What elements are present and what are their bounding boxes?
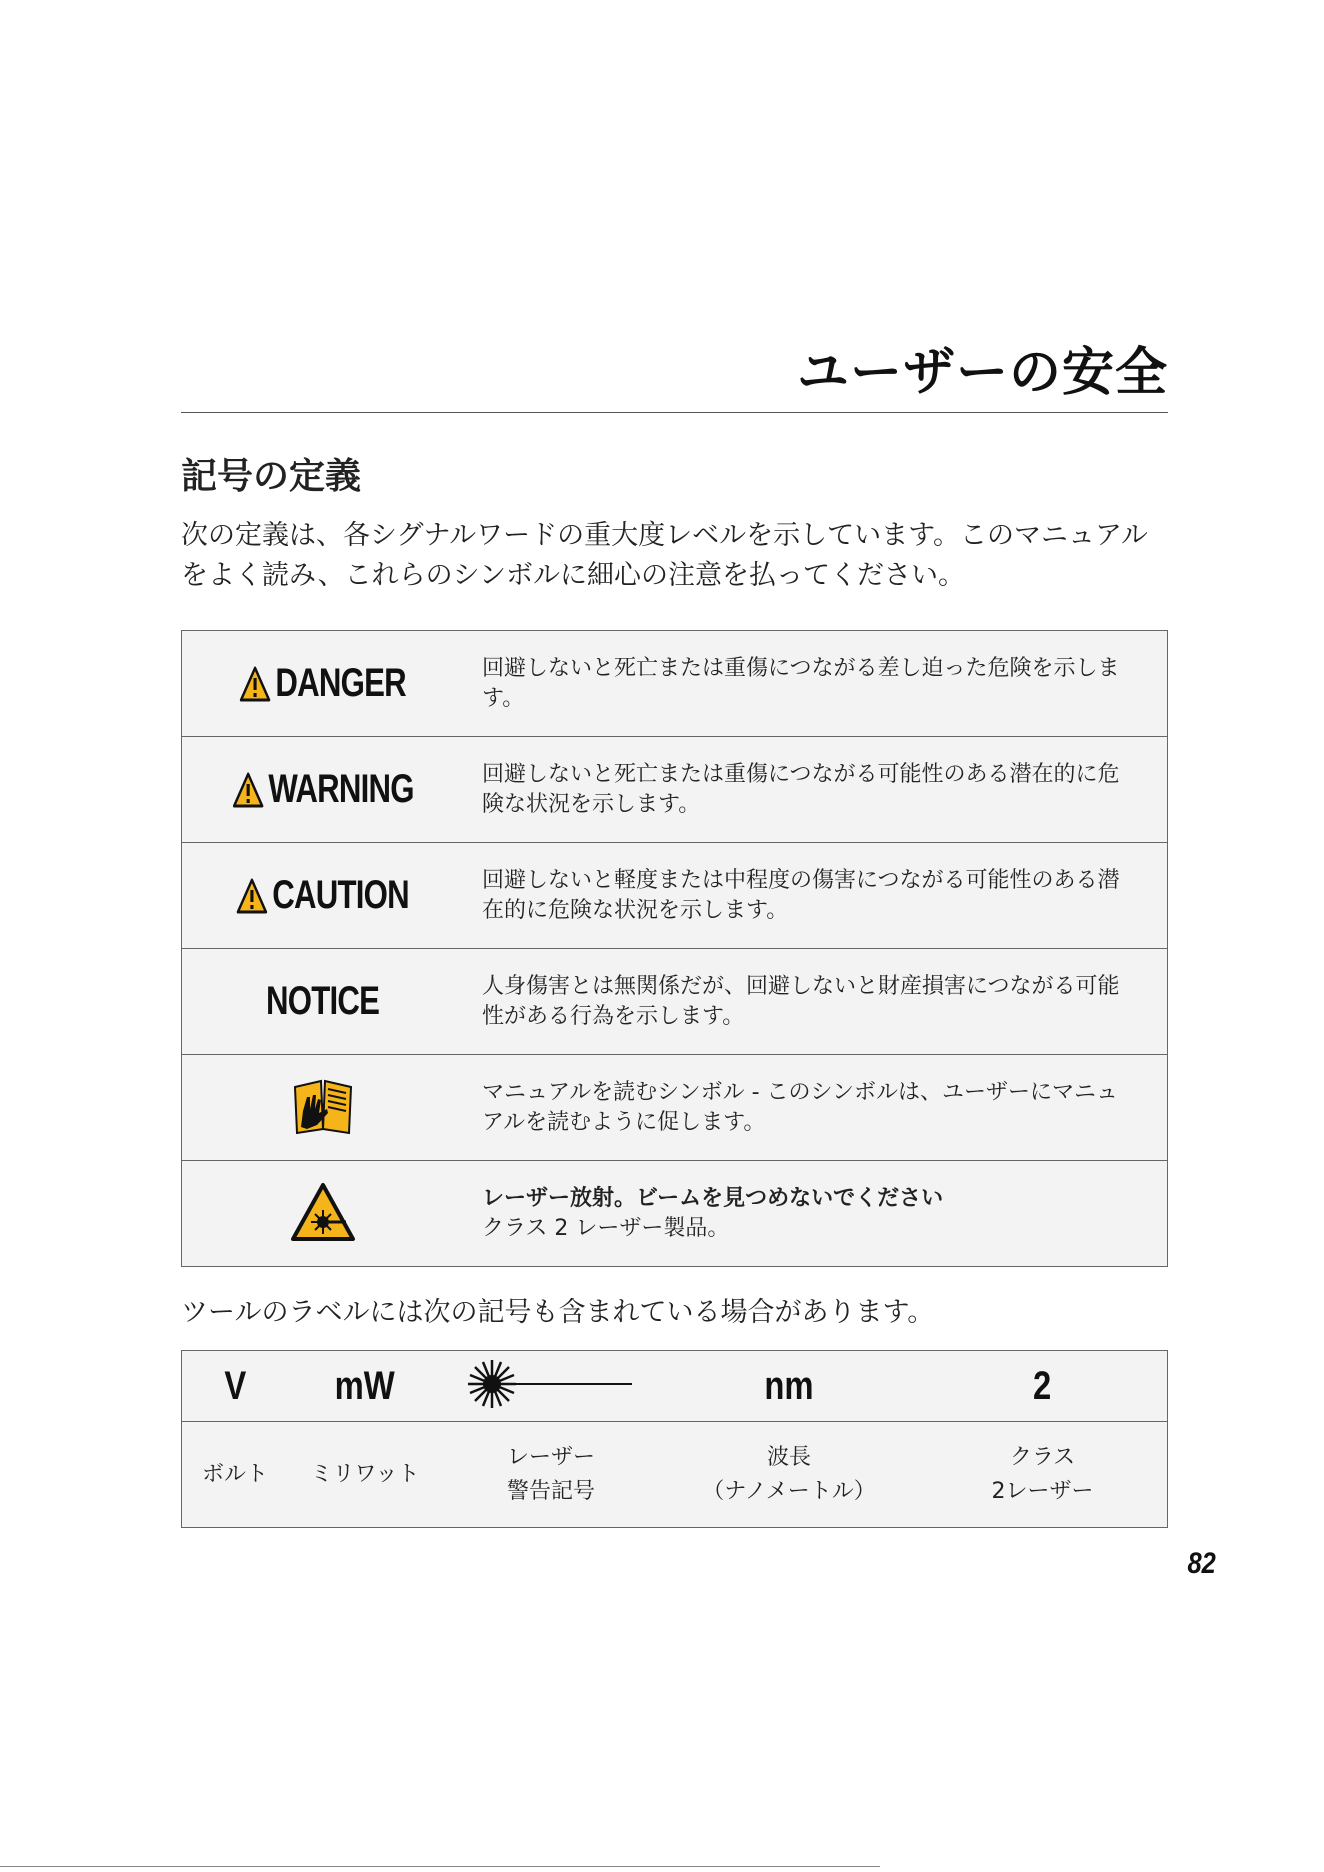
symbols-table (181, 1350, 1168, 1528)
wavelength-label: 波長 （ナノメートル） (660, 1422, 918, 1528)
signal-word-text: WARNING (268, 767, 414, 811)
laser-starburst-icon (466, 1356, 636, 1412)
notice-label: NOTICE (266, 979, 380, 1023)
table-row (182, 1351, 1168, 1422)
table-row (182, 631, 1168, 737)
caution-label (237, 873, 410, 918)
warning-triangle-icon (240, 666, 271, 702)
signal-word-text: DANGER (275, 661, 407, 705)
row-description: 人身傷害とは無関係だが、回避しないと財産損害につながる可能性がある行為を示します。 (464, 949, 1168, 1055)
milliwatt-symbol: mW (334, 1363, 396, 1408)
volt-symbol: V (224, 1363, 246, 1408)
bottom-divider (0, 1866, 880, 1867)
danger-label (240, 661, 406, 706)
warning-label (232, 767, 413, 812)
class2-symbol: 2 (1033, 1363, 1052, 1408)
table-row (182, 949, 1168, 1055)
table-row (182, 1055, 1168, 1161)
table-row (182, 737, 1168, 843)
milliwatt-label: ミリワット (288, 1422, 442, 1528)
page-number: 82 (1187, 1547, 1216, 1580)
intro-paragraph: 次の定義は、各シグナルワードの重大度レベルを示しています。このマニュアルをよく読み、これらのシンボルに細心の注意を払ってください。 (181, 520, 1148, 591)
table-row (182, 843, 1168, 949)
warning-triangle-icon (237, 878, 268, 914)
title-divider (181, 412, 1168, 413)
row-description (464, 1161, 1168, 1267)
page-title: ユーザーの安全 (796, 343, 1168, 403)
laser-class-text: クラス 2 レーザー製品。 (482, 1215, 730, 1241)
warning-triangle-icon (232, 772, 263, 808)
read-manual-icon (291, 1077, 355, 1135)
laser-warning-icon (290, 1182, 356, 1242)
section-heading: 記号の定義 (181, 456, 362, 497)
signal-word-text: CAUTION (272, 873, 410, 917)
laser-warning-text: レーザー放射。ビームを見つめないでください (482, 1185, 944, 1211)
nanometer-symbol: nm (764, 1363, 814, 1408)
row-description: マニュアルを読むシンボル - このシンボルは、ユーザーにマニュアルを読むように促します。 (464, 1055, 1168, 1161)
row-description: 回避しないと軽度または中程度の傷害につながる可能性のある潜在的に危険な状況を示します。 (464, 843, 1168, 949)
class2-label: クラス 2レーザー (918, 1422, 1168, 1528)
symbols-note: ツールのラベルには次の記号も含まれている場合があります。 (181, 1297, 935, 1328)
signal-word-table (181, 630, 1168, 1267)
table-row (182, 1161, 1168, 1267)
row-description: 回避しないと死亡または重傷につながる可能性のある潜在的に危険な状況を示します。 (464, 737, 1168, 843)
laser-symbol-label: レーザー 警告記号 (442, 1422, 660, 1528)
volt-label: ボルト (182, 1422, 289, 1528)
table-row (182, 1422, 1168, 1528)
row-description: 回避しないと死亡または重傷につながる差し迫った危険を示します。 (464, 631, 1168, 737)
